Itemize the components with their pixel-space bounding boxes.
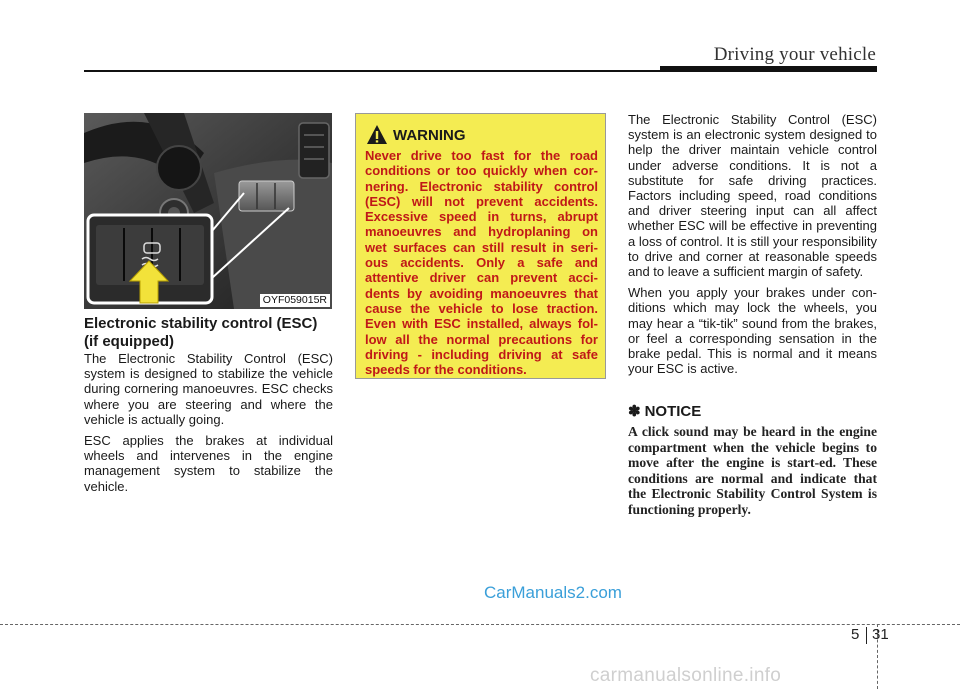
section-title-line2: (if equipped) [84,333,174,350]
header-rule-thick [660,66,877,72]
warning-header [366,124,466,146]
page-number: 31 [872,626,889,643]
notice-label: NOTICE [644,402,702,420]
warning-triangle-icon [366,124,388,146]
section-title [84,315,334,351]
paragraph: The Electronic Stability Control (ESC) system is an electronic system designed to help the driver maintain vehicle control under adverse conditions. It is not a substitute for safe driving practices. Factors including speed, road conditions and driver steering input can all affect whether ESC will be effective in preventing a loss of control. It is still your responsibility to drive and corner at reasonable speeds and to leave a sufficient margin of safety. [628,112,877,280]
running-header-title: Driving your vehicle [713,44,876,65]
right-body [628,112,877,382]
notice-star-icon: ✽ [628,403,641,420]
footer-dashed-rule [0,624,960,625]
figure-code: OYF059015R [260,294,330,307]
paragraph: ESC applies the brakes at individual wheels and intervenes in the engine management system to stabilize the vehicle. [84,433,333,494]
notice-text: A click sound may be heard in the engine compartment when the vehicle begins to move after the engine is start-ed. These conditions are normal and indicate that the Electronic Stability Control System is functioning properly. [628,424,877,517]
warning-text: Never drive too fast for the road conditions or too quickly when cor-nering. Electronic stability control (ESC) will not prevent accidents. Excessive speed in turns, abrupt manoeuvres and hydroplaning on wet surfaces can still result in seri-ous accidents. Only a safe and attentive driver can prevent acci-dents by avoiding manoeuvres that cause the vehicle to lose traction. Even with ESC installed, always fol-low all the normal precautions for driving - including driving at safe speeds for the conditions. [365,148,598,378]
page-number-divider [866,627,867,644]
watermark-secondary: carmanualsonline.info [590,665,782,686]
section-title-line1: Electronic stability control (ESC) [84,315,318,332]
notice-title [628,402,701,420]
left-body [84,351,333,500]
page-section-number: 5 [851,626,860,643]
watermark-link[interactable]: CarManuals2.com [484,583,622,602]
esc-button-photo [84,113,332,309]
header-rule-thin [84,70,660,72]
paragraph: The Electronic Stability Control (ESC) system is designed to stabilize the vehicle during cornering manoeuvres. ESC checks where you are steering and where the vehicle is actually going. [84,351,333,427]
warning-box [355,113,606,379]
dashboard-illustration [84,113,332,309]
paragraph: When you apply your brakes under con-ditions which may lock the wheels, you may hear a “tik-tik” sound from the brakes, or feel a corresponding sensation in the brake pedal. This is normal and it means your ESC is active. [628,285,877,377]
warning-label: WARNING [393,126,466,144]
